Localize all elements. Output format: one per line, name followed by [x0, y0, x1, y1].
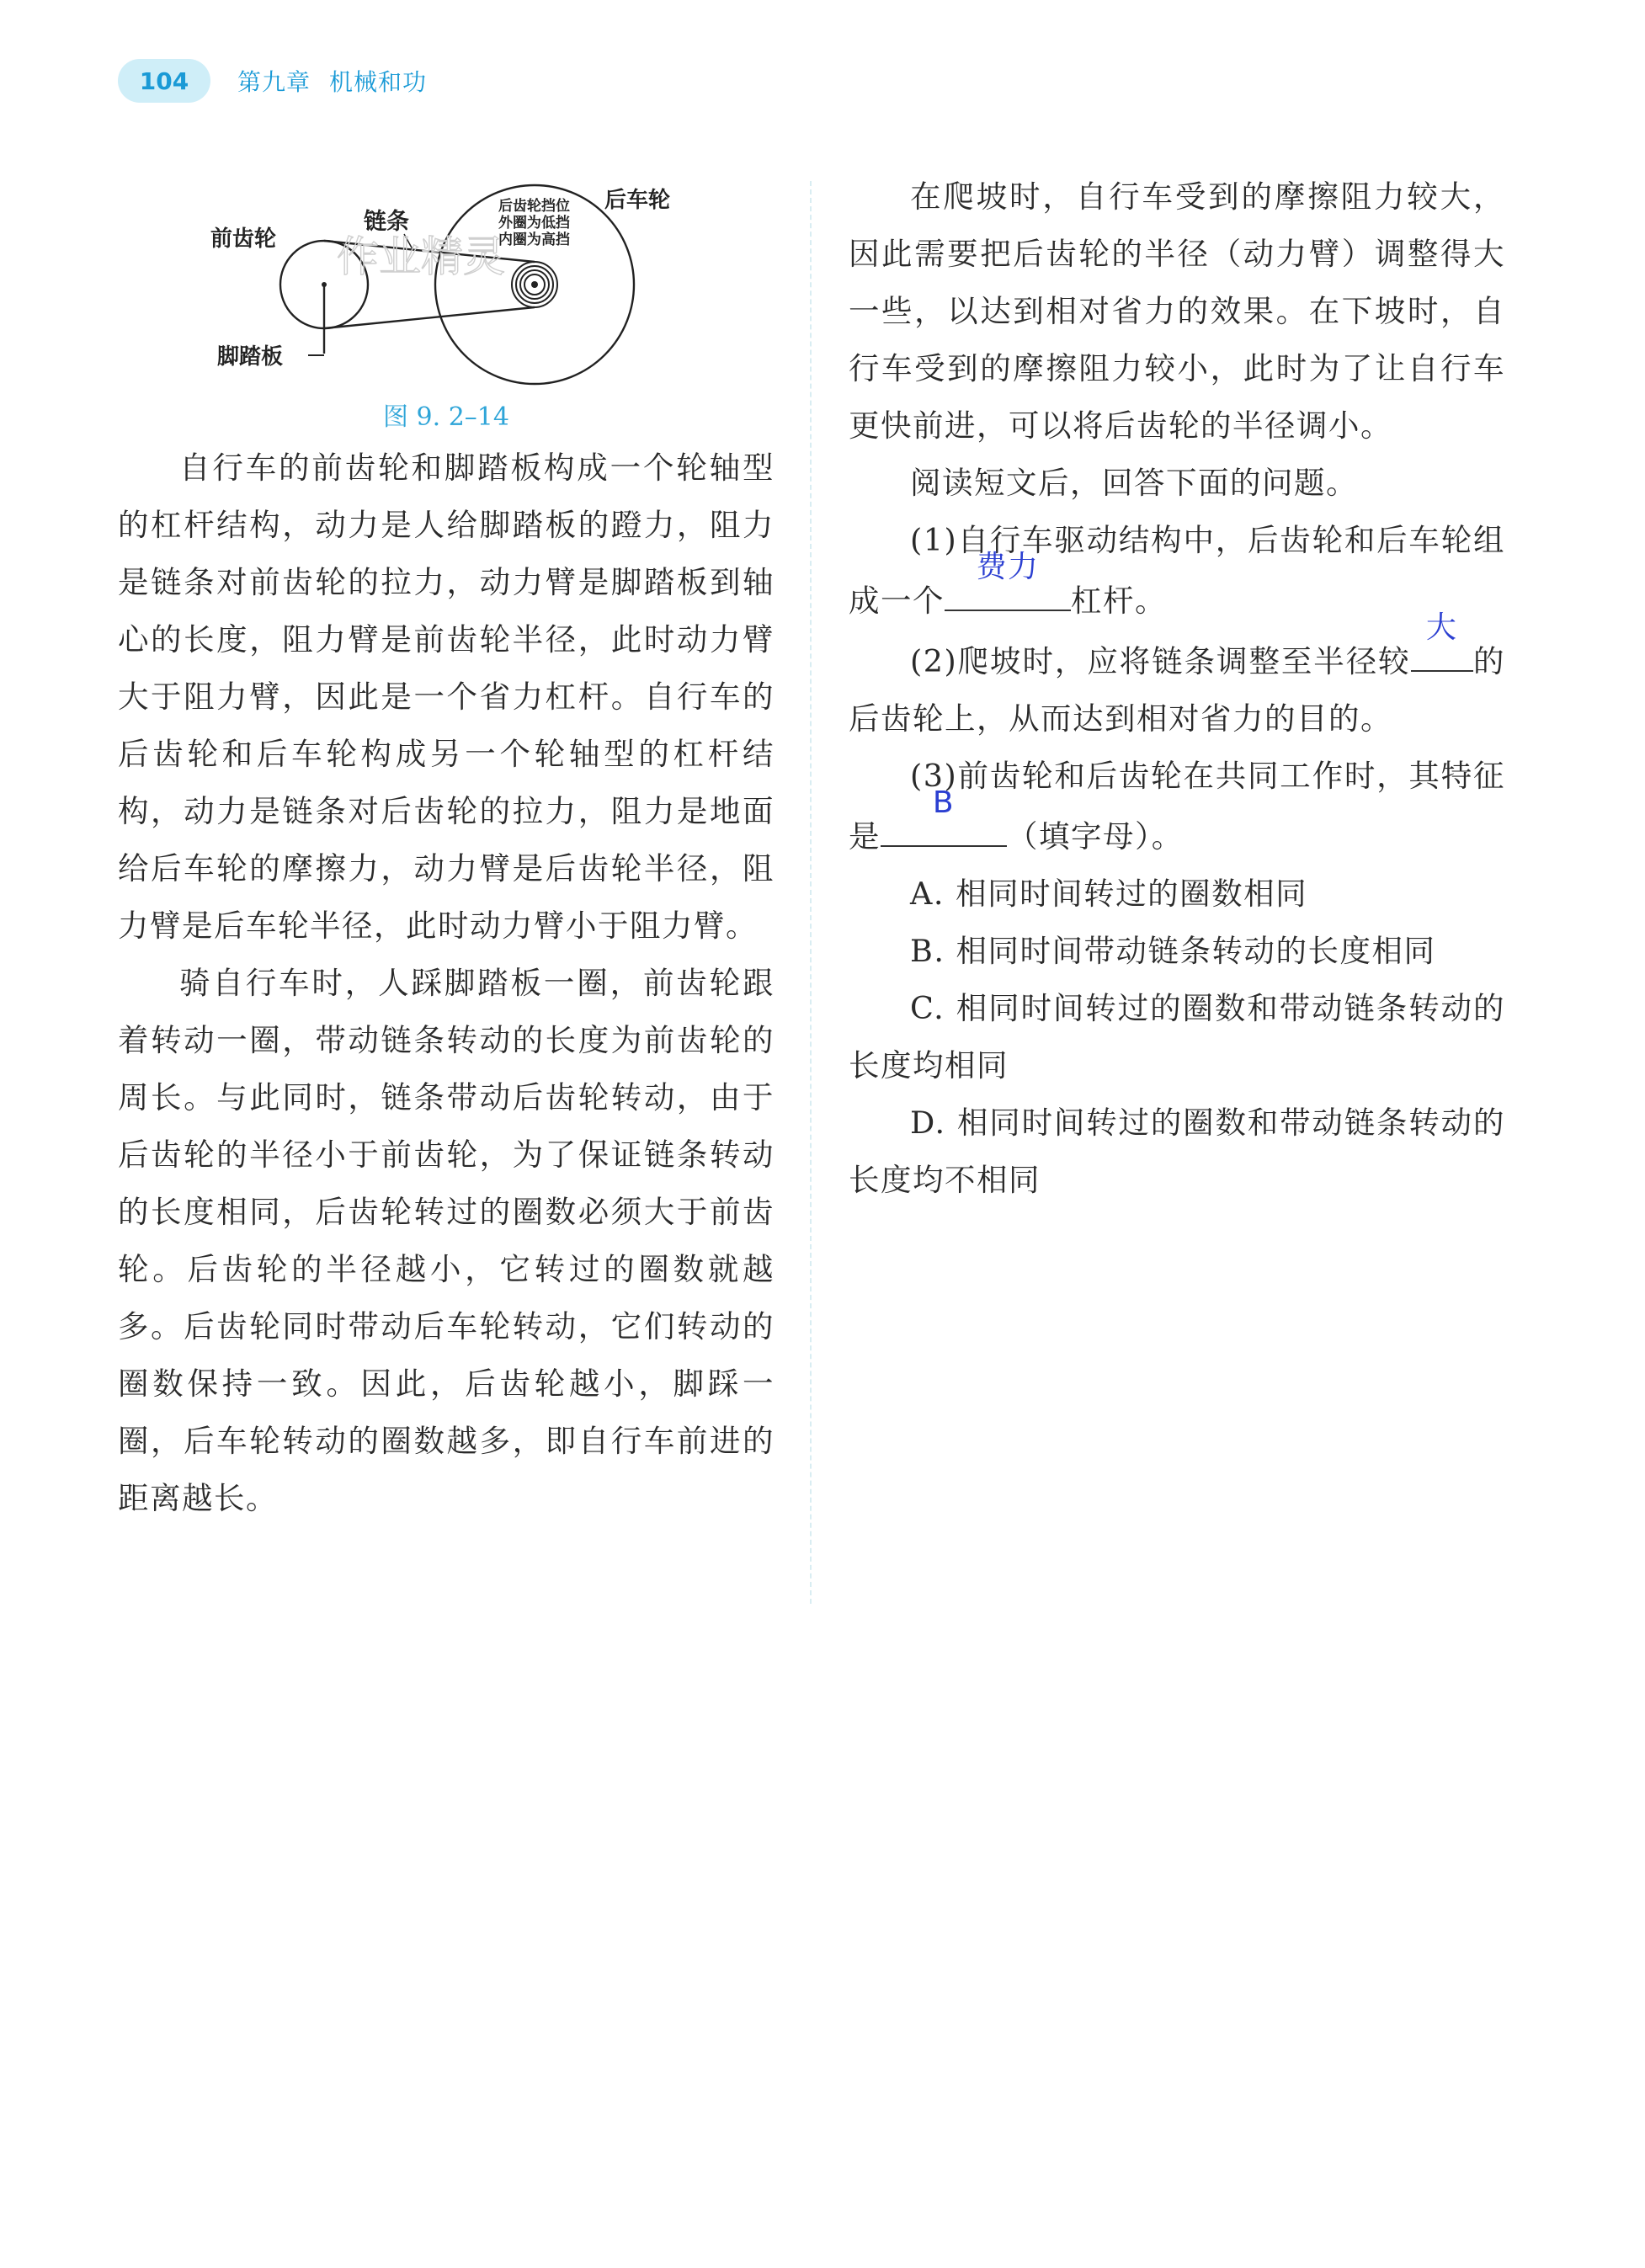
left-paragraph-2: 骑自行车时，人踩脚踏板一圈，前齿轮跟着转动一圈，带动链条转动的长度为前齿轮的周长。与此同时，链条带动后齿轮转动，由于后齿轮的半径小于前齿轮，为了保证链条转动的长度相同，后齿轮转过的圈数必须大于前齿轮。后齿轮的半径越小，它转过的圈数就越多。后齿轮同时带动后车轮转动，它们转动的圈数保持一致。因此，后齿轮越小，脚踩一圈，后车轮转动的圈数越多，即自行车前进的距离越长。	[118, 965, 775, 1516]
q3-answer-blank[interactable]	[881, 785, 1007, 847]
instruction: 阅读短文后，回答下面的问题。	[910, 465, 1358, 501]
q2-text: (2)爬坡时，应将链条调整至半径较	[910, 643, 1411, 679]
bicycle-gear-diagram	[202, 177, 707, 413]
q3-text: (3)前齿轮和后齿轮在共同工作时，其特征是	[849, 758, 1505, 854]
q3-answer: B	[932, 785, 956, 820]
q3-text-after: （填字母）。	[1007, 818, 1184, 854]
watermark-text: 作业精灵	[337, 232, 505, 281]
left-column	[118, 439, 775, 1527]
question-1	[849, 512, 1505, 630]
label-front-gear: 前齿轮	[210, 226, 277, 252]
option-d: D. 相同时间转过的圈数和带动链条转动的长度均不相同	[849, 1105, 1505, 1198]
question-2	[849, 610, 1506, 748]
note-gear-position: 后齿轮挡位	[498, 198, 570, 215]
chapter-number: 第九章	[237, 68, 311, 96]
q1-answer-blank[interactable]	[945, 550, 1071, 611]
label-rear-wheel: 后车轮	[604, 188, 671, 213]
q1-text: (1)自行车驱动结构中，后齿轮和后车轮组成一个	[849, 522, 1505, 619]
q2-answer: 大	[1425, 610, 1458, 645]
chapter-header	[237, 64, 427, 98]
q1-text-after: 杠杆。	[1071, 583, 1167, 619]
option-a: A. 相同时间转过的圈数相同	[910, 876, 1308, 912]
right-column	[849, 168, 1505, 1209]
note-inner-high: 内圈为高挡	[498, 232, 570, 248]
question-3	[849, 748, 1505, 865]
note-outer-low: 外圈为低挡	[498, 215, 570, 232]
q2-answer-blank[interactable]	[1411, 610, 1473, 672]
page-number: 104	[118, 59, 210, 103]
figure-caption: 图 9. 2–14	[383, 402, 509, 432]
column-divider	[810, 181, 812, 1604]
label-chain: 链条	[364, 209, 409, 235]
option-c: C. 相同时间转过的圈数和带动链条转动的长度均相同	[849, 990, 1505, 1083]
right-paragraph-1: 在爬坡时，自行车受到的摩擦阻力较大，因此需要把后齿轮的半径（动力臂）调整得大一些，以达到相对省力的效果。在下坡时，自行车受到的摩擦阻力较小，此时为了让自行车更快前进，可以将后齿轮的半径调小。	[849, 178, 1505, 444]
option-b: B. 相同时间带动链条转动的长度相同	[910, 933, 1436, 969]
gear-diagram-svg	[202, 177, 707, 404]
q2-text-after: 的后齿轮上，从而达到相对省力的目的。	[849, 643, 1506, 737]
chain-bottom	[324, 307, 535, 328]
q1-answer: 费力	[976, 550, 1040, 584]
chapter-title: 机械和功	[329, 68, 428, 96]
label-pedal: 脚踏板	[217, 344, 284, 370]
rear-gear-axle	[531, 281, 538, 288]
left-paragraph-1: 自行车的前齿轮和脚踏板构成一个轮轴型的杠杆结构，动力是人给脚踏板的蹬力，阻力是链条对前齿轮的拉力，动力臂是脚踏板到轴心的长度，阻力臂是前齿轮半径，此时动力臂大于阻力臂，因此是一个省力杠杆。自行车的后齿轮和后车轮构成另一个轮轴型的杠杆结构，动力是链条对后齿轮的拉力，阻力是地面给后车轮的摩擦力，动力臂是后齿轮半径，阻力臂是后车轮半径，此时动力臂小于阻力臂。	[118, 450, 775, 944]
